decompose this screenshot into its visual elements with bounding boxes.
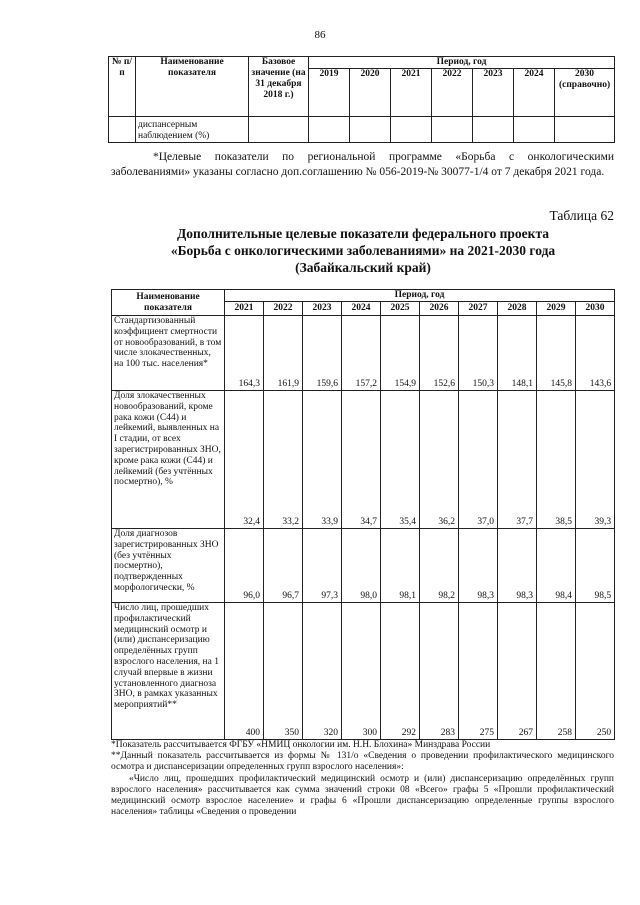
row-value: 159,6 [303, 316, 342, 391]
table-title-line: «Борьба с онкологическими заболеваниями» на 2021-2030 года [170, 243, 556, 258]
header-year: 2022 [432, 69, 473, 117]
row-value: 36,2 [420, 391, 459, 529]
row-value: 98,4 [537, 529, 576, 603]
header-num: № п/п [109, 57, 136, 117]
row-value [555, 117, 615, 143]
page-number: 86 [314, 29, 326, 41]
row-indicator-name: Число лиц, прошедших профилактический медицинский осмотр и (или) диспансеризацию определённых групп взрослого населения, на 1 случай впервые в жизни установленного диагноза ЗНО, в рамках указанных мероприятий** [112, 603, 225, 740]
row-num [109, 117, 136, 143]
row-value: 97,3 [303, 529, 342, 603]
header-indicator-name: Наименование показателя [136, 57, 249, 117]
header-period: Период, год [225, 290, 615, 302]
row-value [350, 117, 391, 143]
row-value: 275 [459, 603, 498, 740]
footnotes [111, 740, 614, 818]
row-value: 39,3 [576, 391, 615, 529]
row-value: 258 [537, 603, 576, 740]
header-indicator-name: Наименование показателя [112, 290, 225, 316]
row-indicator-name: Стандартизованный коэффициент смертности от новообразований, в том числе злокачественных, на 100 тыс. населения* [112, 316, 225, 391]
row-value: 96,7 [264, 529, 303, 603]
table-row [112, 603, 615, 740]
row-value: 33,2 [264, 391, 303, 529]
header-year: 2019 [309, 69, 350, 117]
table-title [108, 225, 618, 276]
row-value: 35,4 [381, 391, 420, 529]
additional-targets-table [111, 289, 615, 740]
header-year: 2021 [391, 69, 432, 117]
table-row [112, 391, 615, 529]
row-value: 154,9 [381, 316, 420, 391]
footnote: «Число лиц, прошедших профилактический медицинский осмотр и (или) диспансеризацию определённых групп взрослого населения» рассчитывается как сумма значений строки 08 «Всего» графы 5 «Прошли профилактический медицинский осмотр взрослое население» и графы 6 «Прошли диспансеризацию определенные группы взрослого населения» таблицы «Сведения о проведении [111, 773, 614, 818]
header-year: 2028 [498, 302, 537, 316]
row-value: 148,1 [498, 316, 537, 391]
row-value: 152,6 [420, 316, 459, 391]
row-value: 320 [303, 603, 342, 740]
row-value: 32,4 [225, 391, 264, 529]
row-value: 400 [225, 603, 264, 740]
row-value: 98,5 [576, 529, 615, 603]
header-base-value: Базовое значение (на 31 декабря 2018 г.) [249, 57, 309, 117]
row-value: 161,9 [264, 316, 303, 391]
row-value: 37,7 [498, 391, 537, 529]
row-indicator-name: Доля диагнозов зарегистрированных ЗНО (без учтённых посмертно), подтвержденных морфологически, % [112, 529, 225, 603]
footnote: *Показатель рассчитывается ФГБУ «НМИЦ онкологии им. Н.Н. Блохина» Минздрава России [111, 740, 491, 750]
targets-table-continued [108, 56, 615, 143]
row-value: 98,0 [342, 529, 381, 603]
row-value: 37,0 [459, 391, 498, 529]
table-row [112, 316, 615, 391]
row-value: 150,3 [459, 316, 498, 391]
header-year: 2024 [514, 69, 555, 117]
row-value [391, 117, 432, 143]
header-year: 2027 [459, 302, 498, 316]
header-year: 2023 [473, 69, 514, 117]
header-year: 2025 [381, 302, 420, 316]
row-value [309, 117, 350, 143]
row-value: 300 [342, 603, 381, 740]
header-year: 2020 [350, 69, 391, 117]
row-value: 33,9 [303, 391, 342, 529]
row-value [473, 117, 514, 143]
row-value: 292 [381, 603, 420, 740]
footnote: **Данный показатель рассчитывается из формы № 131/о «Сведения о проведении профилактического медицинского осмотра и диспансеризации определенных групп взрослого населения»: [111, 751, 614, 773]
header-year: 2023 [303, 302, 342, 316]
row-value: 250 [576, 603, 615, 740]
table-label: Таблица 62 [549, 208, 614, 223]
table-row [109, 117, 615, 143]
row-value: 267 [498, 603, 537, 740]
table-row [112, 529, 615, 603]
row-indicator-name: Доля злокачественных новообразований, кроме рака кожи (С44) и лейкемий, выявленных на I стадии, от всех зарегистрированных ЗНО, кроме рака кожи (С44) и лейкемий (без учтённых посмертно), % [112, 391, 225, 529]
row-value [514, 117, 555, 143]
row-value: 164,3 [225, 316, 264, 391]
row-base-value [249, 117, 309, 143]
header-year: 2026 [420, 302, 459, 316]
row-value: 143,6 [576, 316, 615, 391]
row-value: 157,2 [342, 316, 381, 391]
header-year: 2030 [576, 302, 615, 316]
header-year: 2021 [225, 302, 264, 316]
targets-note: *Целевые показатели по региональной программе «Борьба с онкологическими заболеваниями» указаны согласно доп.соглашению № 056-2019-№ 30077-1/4 от 7 декабря 2021 года. [111, 151, 614, 178]
row-value: 145,8 [537, 316, 576, 391]
row-value: 98,2 [420, 529, 459, 603]
header-year: 2030 (справочно) [555, 69, 615, 117]
row-value: 34,7 [342, 391, 381, 529]
row-value: 98,3 [459, 529, 498, 603]
header-year: 2029 [537, 302, 576, 316]
table-title-line: Дополнительные целевые показатели федерального проекта [177, 226, 549, 241]
row-value: 98,3 [498, 529, 537, 603]
row-value: 96,0 [225, 529, 264, 603]
row-value: 98,1 [381, 529, 420, 603]
table-title-line: (Забайкальский край) [295, 260, 431, 275]
row-indicator-name: диспансерным наблюдением (%) [136, 117, 249, 143]
row-value: 283 [420, 603, 459, 740]
header-year: 2022 [264, 302, 303, 316]
row-value [432, 117, 473, 143]
header-period: Период, год [309, 57, 615, 69]
header-year: 2024 [342, 302, 381, 316]
row-value: 38,5 [537, 391, 576, 529]
row-value: 350 [264, 603, 303, 740]
